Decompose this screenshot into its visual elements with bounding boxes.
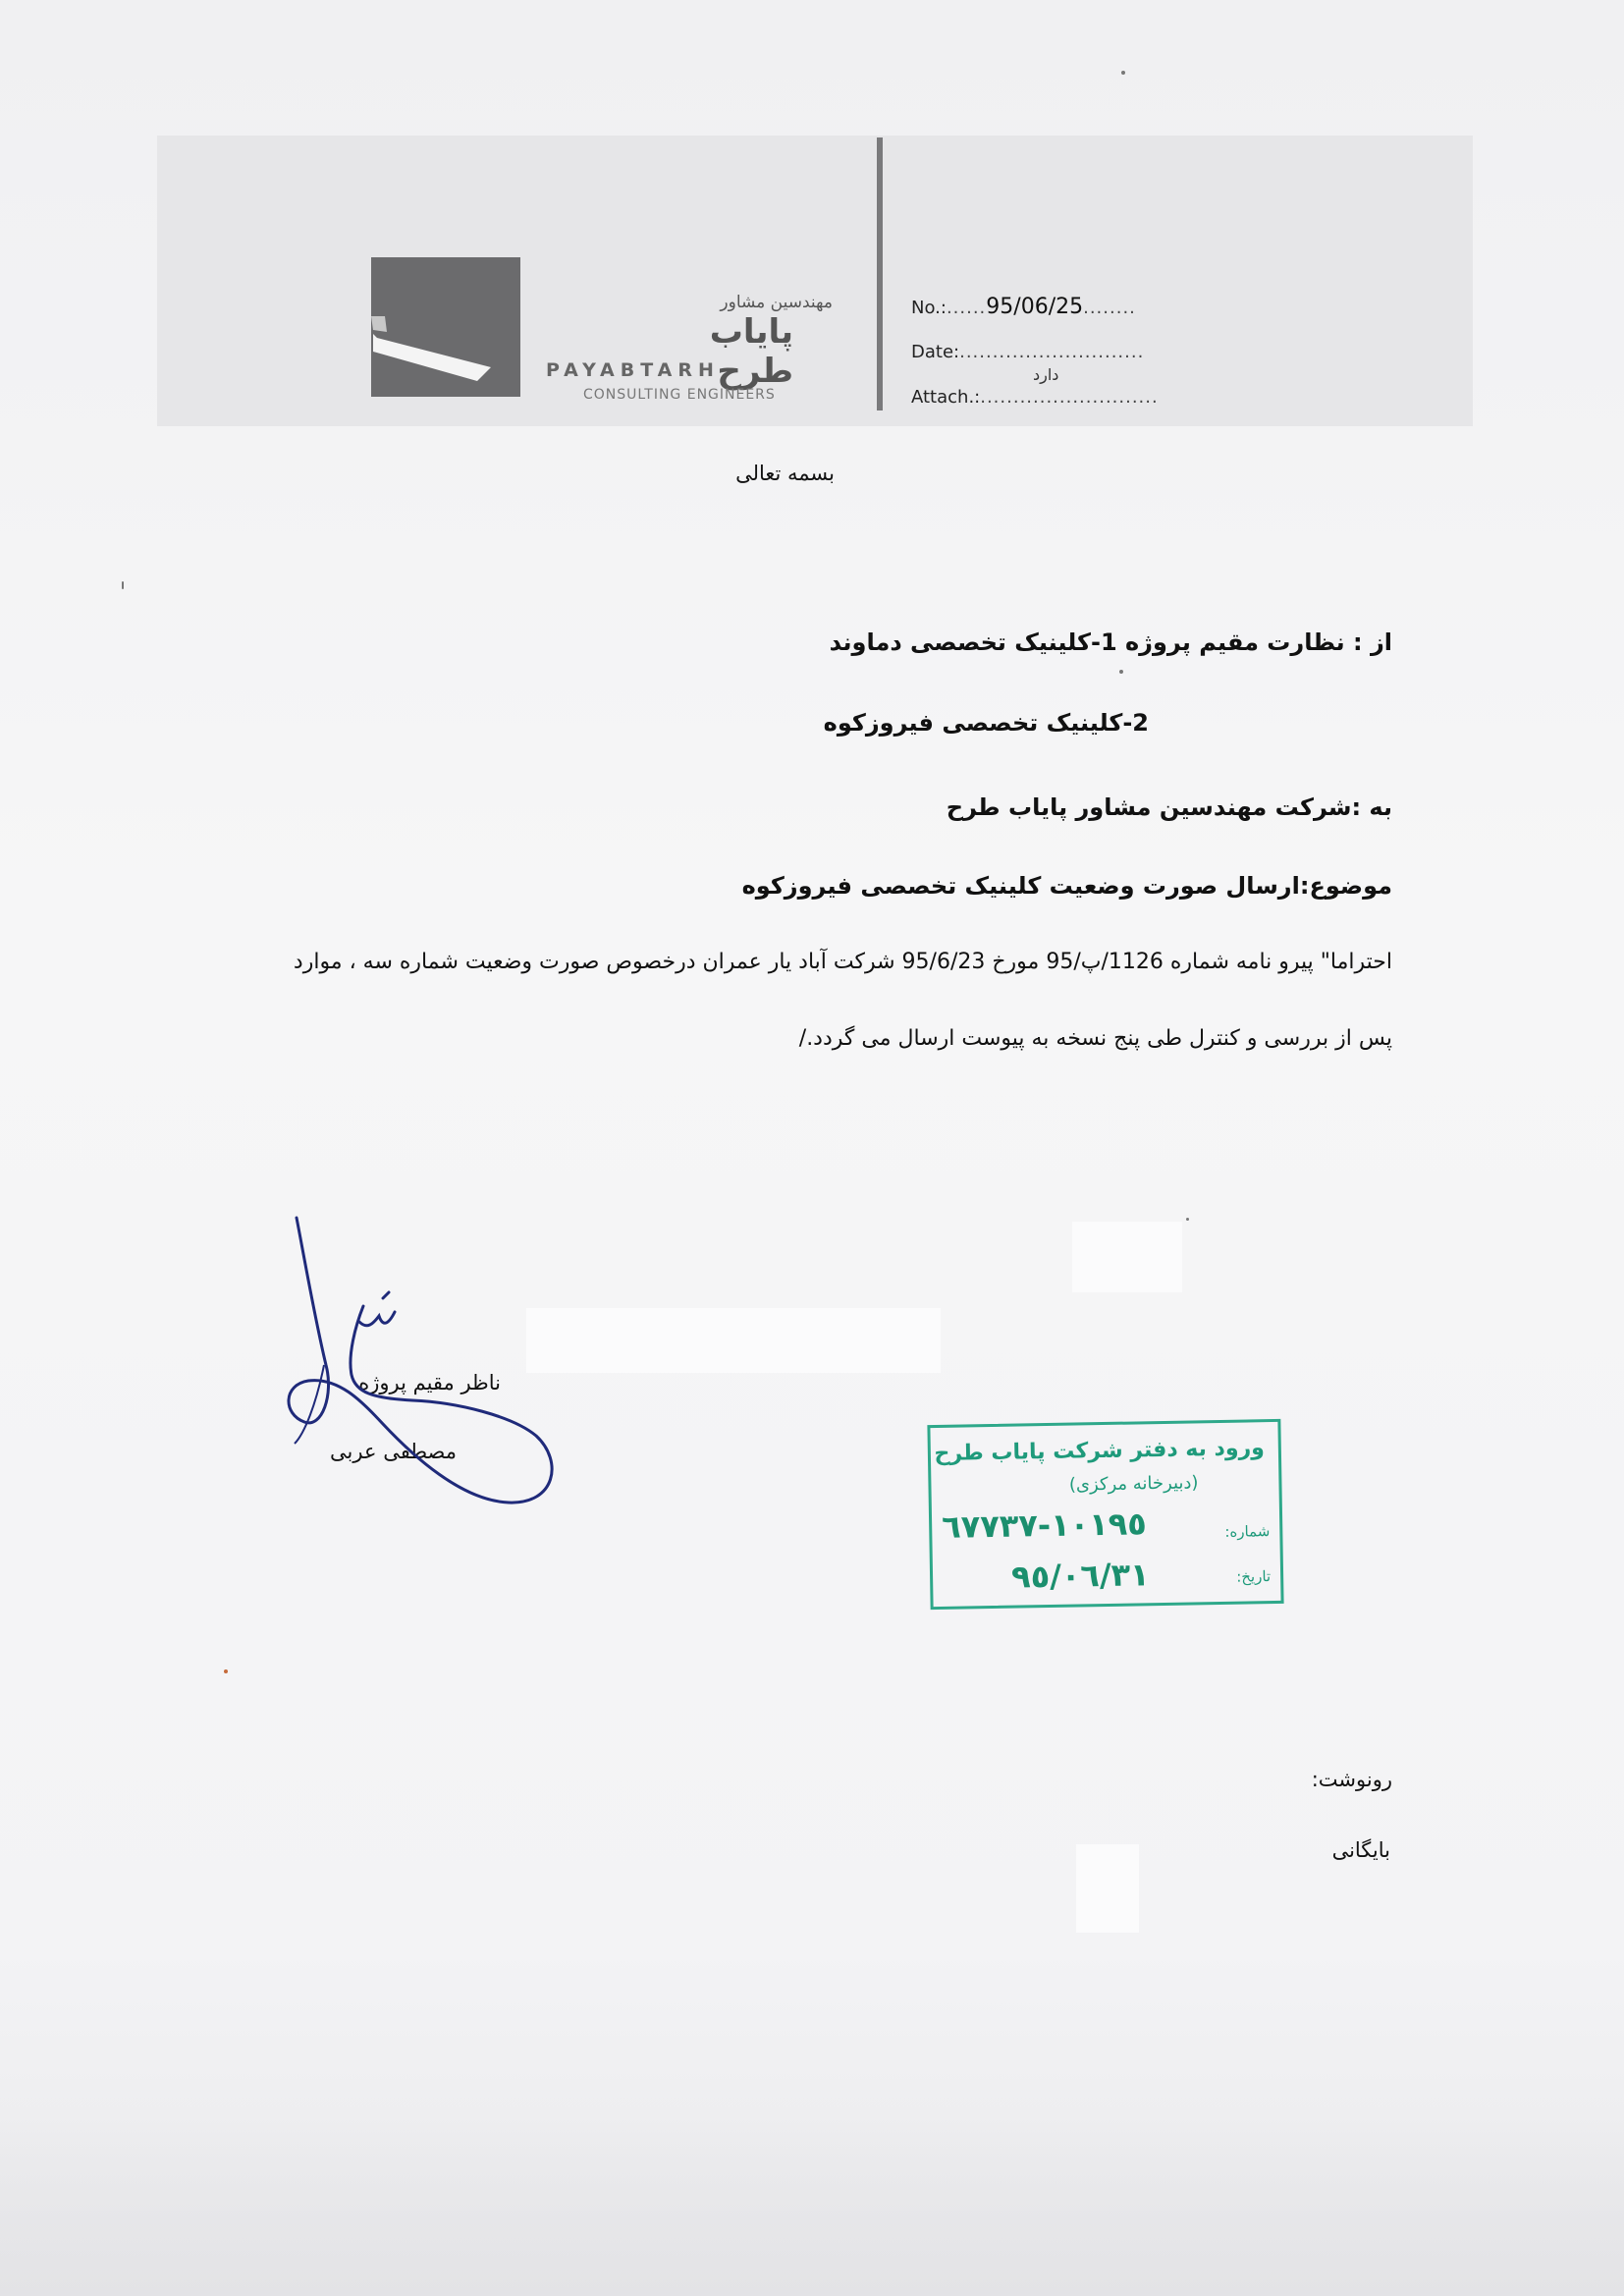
scan-speck [224, 1669, 228, 1673]
to-line: به :شرکت مهندسین مشاور پایاب طرح [946, 793, 1392, 821]
letterhead-divider [877, 137, 883, 410]
stamp-number-value: ١٠١٩٥-٦٧٧٣٧ [941, 1504, 1148, 1546]
stamp-subtitle: (دبیرخانه مرکزی) [1068, 1472, 1199, 1496]
whiteout-patch [526, 1308, 941, 1373]
logo-english-subtitle: CONSULTING ENGINEERS [583, 387, 776, 403]
letter-attach-row [911, 387, 1159, 408]
logo-english-name: PAYABTARH [546, 359, 720, 381]
attachment-value: دارد [1033, 365, 1059, 384]
scan-speck [1121, 71, 1125, 75]
signatory-title: ناظر مقیم پروژه [358, 1371, 501, 1394]
from-line: از : نظارت مقیم پروژه 1-کلینیک تخصصی دماوند [829, 629, 1392, 656]
scan-speck [122, 581, 124, 589]
cc-label: رونوشت: [1311, 1768, 1392, 1791]
letter-number-label: No.: [911, 298, 947, 318]
logo-persian-name: پایاب طرح [709, 312, 793, 391]
stamp-number-label: شماره: [1224, 1522, 1271, 1541]
letter-number-value: 95/06/25 [986, 295, 1084, 319]
letter-attach-label: Attach.: [911, 387, 981, 408]
company-logo-icon [371, 257, 520, 397]
logo-persian-subtitle: مهندسین مشاور [720, 293, 833, 312]
number-trailing-dots: ........ [1083, 298, 1136, 318]
letterhead-band [157, 136, 1473, 426]
whiteout-patch [1076, 1844, 1139, 1933]
stamp-date-label: تاریخ: [1236, 1567, 1272, 1586]
from-line-continued: 2-کلینیک تخصصی فیروزکوه [823, 709, 1149, 737]
subject-line: موضوع:ارسال صورت وضعیت کلینیک تخصصی فیروزکوه [741, 872, 1392, 900]
attach-dots: ........................... [980, 387, 1159, 408]
handwritten-signature [265, 1208, 579, 1522]
letter-date-row [911, 342, 1144, 362]
scan-shadow [0, 2111, 1624, 2296]
scan-speck [1119, 670, 1123, 674]
whiteout-patch [1072, 1222, 1182, 1292]
stamp-title: ورود به دفتر شرکت پایاب طرح [934, 1436, 1266, 1467]
letter-date-label: Date: [911, 342, 960, 362]
scan-speck [1186, 1218, 1189, 1221]
number-dots: ...... [946, 298, 987, 318]
body-paragraph-line-1: احتراما" پیرو نامه شماره 1126/پ/95 مورخ 95/6/23 شرکت آباد یار عمران درخصوص صورت وضعیت شماره سه ، موارد [293, 950, 1392, 974]
body-paragraph-line-2: پس از بررسی و کنترل طی پنج نسخه به پیوست ارسال می گردد./ [798, 1026, 1392, 1051]
logo-mark-icon [371, 257, 520, 397]
bismillah-heading: بسمه تعالی [735, 462, 835, 485]
stamp-date-value: ٩٥/٠٦/٣١ [1010, 1556, 1150, 1596]
reception-stamp [927, 1419, 1283, 1610]
date-dots: ............................ [959, 342, 1145, 362]
cc-item-archive: بایگانی [1331, 1838, 1390, 1862]
letter-number-row [911, 295, 1136, 319]
signatory-name: مصطفی عربی [330, 1440, 457, 1463]
